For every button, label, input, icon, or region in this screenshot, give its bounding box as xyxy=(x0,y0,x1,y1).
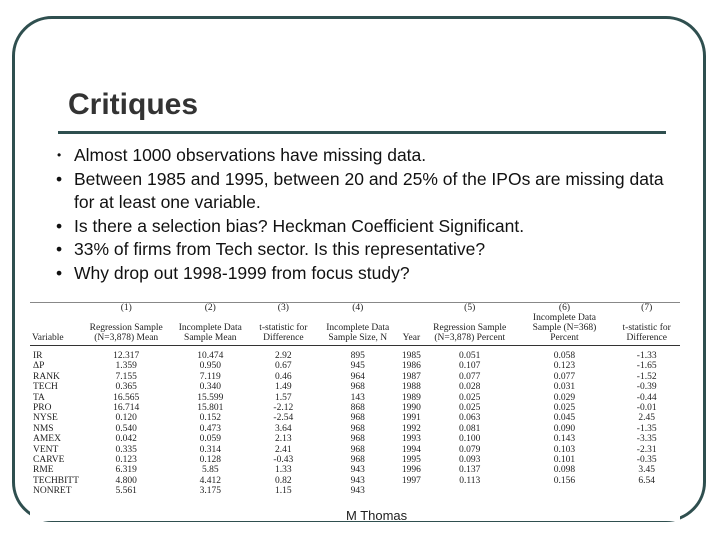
table-cell: 0.058 xyxy=(553,351,576,361)
table-cell: -1.65 xyxy=(636,361,657,372)
table-cell: 1995 xyxy=(401,455,421,466)
table-header-row xyxy=(30,313,680,346)
table-cell: 1.49 xyxy=(275,382,292,393)
column-header: Variable xyxy=(30,313,82,346)
table-cell: 0.67 xyxy=(275,361,292,372)
table-cell: 0.113 xyxy=(459,475,481,486)
bullet-dot-icon: • xyxy=(56,262,63,283)
table-cell: 0.101 xyxy=(553,455,576,466)
table-cell: 945 xyxy=(350,361,365,372)
table-cell: 2.41 xyxy=(275,444,292,455)
table-cell: 0.128 xyxy=(199,455,221,466)
table-cell: 895 xyxy=(350,351,365,361)
table-cell: RANK xyxy=(33,371,60,382)
table-cell: 0.063 xyxy=(459,413,481,424)
table-cell: -0.39 xyxy=(636,382,657,393)
bullet-text: Between 1985 and 1995, between 20 and 25% of the IPOs are missing data for at least one variable. xyxy=(74,168,664,212)
column-header: Regression Sample (N=3,878) Percent xyxy=(424,313,516,346)
table-cell: 0.143 xyxy=(553,434,576,445)
column-number: (5) xyxy=(464,303,476,313)
table-cell: 4.412 xyxy=(199,475,221,486)
bullet-item xyxy=(52,168,672,215)
table-cell: RME xyxy=(33,465,54,476)
table-row xyxy=(30,424,680,434)
table-cell: -0.43 xyxy=(273,455,294,466)
table-cell: 0.077 xyxy=(553,371,576,382)
footer-author: M Thomas xyxy=(346,508,408,523)
table-cell: NMS xyxy=(33,423,54,434)
table-cell: 0.029 xyxy=(553,392,576,403)
table-cell: 7.155 xyxy=(115,371,137,382)
table-row xyxy=(30,455,680,465)
table-cell: 968 xyxy=(350,382,365,393)
table-cell: 1993 xyxy=(401,434,421,445)
table-cell: 0.025 xyxy=(553,403,576,414)
table-row xyxy=(30,445,680,455)
table-cell: 1988 xyxy=(401,382,421,393)
table-cell: 16.565 xyxy=(113,392,140,403)
table-body xyxy=(30,346,680,497)
table-cell: 2.92 xyxy=(275,351,292,361)
table-cell: 0.045 xyxy=(553,413,576,424)
column-number: (4) xyxy=(352,303,364,313)
table-cell: 0.107 xyxy=(459,361,481,372)
table-cell: 1985 xyxy=(401,351,421,361)
table-row xyxy=(30,372,680,382)
table-cell: 1991 xyxy=(401,413,421,424)
column-number: (6) xyxy=(558,303,570,313)
table-cell: 0.365 xyxy=(115,382,137,393)
table-cell: 6.319 xyxy=(115,465,137,476)
table-cell: 0.473 xyxy=(199,423,221,434)
table-cell xyxy=(516,486,614,496)
table-cell: 0.137 xyxy=(459,465,481,476)
table-row xyxy=(30,346,680,362)
table-cell: PRO xyxy=(33,403,52,414)
table-cell: -0.44 xyxy=(636,392,657,403)
table-cell: TA xyxy=(33,392,45,403)
bullet-item xyxy=(52,262,672,286)
bullet-item xyxy=(52,238,672,262)
table-cell: 1987 xyxy=(401,371,421,382)
table-cell: 3.45 xyxy=(638,465,655,476)
table-cell: -2.31 xyxy=(636,444,657,455)
table-cell: -3.35 xyxy=(636,434,657,445)
bullet-text: Why drop out 1998-1999 from focus study? xyxy=(74,262,410,283)
table-cell: AMEX xyxy=(33,434,61,445)
table-cell: 4.800 xyxy=(115,475,137,486)
slide-title: Critiques xyxy=(68,88,199,121)
table-cell: -2.54 xyxy=(273,413,294,424)
table-cell: 1.359 xyxy=(115,361,137,372)
column-header: t-statistic for Difference xyxy=(250,313,317,346)
table-cell: 0.090 xyxy=(553,423,576,434)
table-cell: 1.57 xyxy=(275,392,292,403)
bullet-item xyxy=(52,215,672,239)
comparison-table xyxy=(30,303,680,497)
table-cell: 0.079 xyxy=(459,444,481,455)
table-cell: 1990 xyxy=(401,403,421,414)
table-cell: 0.540 xyxy=(115,423,137,434)
column-header: Incomplete Data Sample Mean xyxy=(171,313,251,346)
table-cell: 943 xyxy=(350,486,365,497)
table-cell: VENT xyxy=(33,444,59,455)
table-cell: 143 xyxy=(350,392,365,403)
bullet-text: Is there a selection bias? Heckman Coefficient Significant. xyxy=(74,215,525,236)
table-cell: 0.028 xyxy=(459,382,481,393)
table-cell: 1986 xyxy=(401,361,421,372)
table-row xyxy=(30,476,680,486)
data-table-image xyxy=(30,302,680,521)
table-cell: 1994 xyxy=(401,444,421,455)
table-cell: 0.950 xyxy=(199,361,221,372)
table-cell: 0.82 xyxy=(275,475,292,486)
table-cell: 0.051 xyxy=(459,351,481,361)
table-cell: 0.025 xyxy=(459,403,481,414)
table-cell: -1.35 xyxy=(636,423,657,434)
bullet-dot-icon: • xyxy=(56,168,63,189)
table-cell: 968 xyxy=(350,444,365,455)
table-cell: 0.031 xyxy=(553,382,576,393)
table-cell: 964 xyxy=(350,371,365,382)
table-cell: 0.042 xyxy=(115,434,137,445)
table-cell: 1996 xyxy=(401,465,421,476)
table-cell: 968 xyxy=(350,413,365,424)
table-cell: 0.46 xyxy=(275,371,292,382)
table-row xyxy=(30,382,680,392)
table-row xyxy=(30,434,680,444)
table-cell xyxy=(424,486,516,496)
table-cell: -0.01 xyxy=(636,403,657,414)
table-cell: 868 xyxy=(350,403,365,414)
column-number: (3) xyxy=(277,303,289,313)
table-cell: 0.100 xyxy=(459,434,481,445)
table-cell: IR xyxy=(33,351,43,361)
table-cell: CARVE xyxy=(33,455,65,466)
column-number: (1) xyxy=(120,303,132,313)
table-cell: 0.123 xyxy=(553,361,576,372)
table-cell: 1992 xyxy=(401,423,421,434)
table-cell: 0.103 xyxy=(553,444,576,455)
table-header-numbers xyxy=(30,303,680,313)
table-cell: 0.059 xyxy=(199,434,221,445)
table-row xyxy=(30,486,680,496)
table-cell: 2.45 xyxy=(638,413,655,424)
table-cell: 12.317 xyxy=(113,351,140,361)
table-cell: NONRET xyxy=(33,486,72,497)
bullet-dot-icon: • xyxy=(57,148,62,162)
column-number: (7) xyxy=(641,303,653,313)
table-cell: 10.474 xyxy=(197,351,224,361)
table-cell: 0.098 xyxy=(553,465,576,476)
table-cell: 5.561 xyxy=(115,486,137,497)
column-number xyxy=(30,303,82,313)
table-cell: 968 xyxy=(350,434,365,445)
table-cell: 943 xyxy=(350,465,365,476)
column-number: (2) xyxy=(204,303,216,313)
table-cell: 3.175 xyxy=(199,486,221,497)
table-cell: ΔP xyxy=(33,361,45,372)
table-cell: 0.123 xyxy=(115,455,137,466)
table-cell: 0.340 xyxy=(199,382,221,393)
table-row xyxy=(30,413,680,423)
table-cell xyxy=(613,486,680,496)
table-cell: 1.15 xyxy=(275,486,292,497)
table-cell: 6.54 xyxy=(638,475,655,486)
table-cell: 5.85 xyxy=(201,465,219,476)
table-cell: -1.33 xyxy=(636,351,657,361)
table-cell: 16.714 xyxy=(113,403,140,414)
table-cell: 0.335 xyxy=(115,444,137,455)
column-header: Incomplete Data Sample Size, N xyxy=(317,313,399,346)
bullet-text: Almost 1000 observations have missing data. xyxy=(74,145,427,165)
table-cell: 2.13 xyxy=(275,434,292,445)
table-row xyxy=(30,393,680,403)
column-number xyxy=(399,303,424,313)
table-cell: NYSE xyxy=(33,413,58,424)
table-cell: 0.025 xyxy=(459,392,481,403)
table-cell: 3.64 xyxy=(275,423,292,434)
table-cell: 15.599 xyxy=(197,392,224,403)
table-cell: 1997 xyxy=(401,475,421,486)
table-row xyxy=(30,465,680,475)
table-cell: 968 xyxy=(350,423,365,434)
table-cell: 0.077 xyxy=(459,371,481,382)
table-cell: 0.081 xyxy=(459,423,481,434)
table-cell: 7.119 xyxy=(199,371,221,382)
table-cell: TECH xyxy=(33,382,58,393)
column-header: Incomplete Data Sample (N=368) Percent xyxy=(516,313,614,346)
bullet-text: 33% of firms from Tech sector. Is this representative? xyxy=(74,239,486,259)
bullet-list xyxy=(52,144,672,285)
table-cell: -1.52 xyxy=(636,371,657,382)
table-cell: 0.120 xyxy=(115,413,137,424)
table-row xyxy=(30,361,680,371)
table-cell: -2.12 xyxy=(273,403,294,414)
column-header: t-statistic for Difference xyxy=(613,313,680,346)
table-cell: 0.314 xyxy=(199,444,221,455)
table-cell: 943 xyxy=(350,475,365,486)
bullet-dot-icon: • xyxy=(56,239,63,259)
table-cell: 15.801 xyxy=(197,403,224,414)
table-cell: -0.35 xyxy=(636,455,657,466)
table-cell: 968 xyxy=(350,455,365,466)
table-cell: TECHBITT xyxy=(33,475,79,486)
title-underline xyxy=(58,131,666,134)
bullet-dot-icon: • xyxy=(56,215,63,236)
table-cell: 0.152 xyxy=(199,413,221,424)
bullet-item xyxy=(52,144,672,168)
table-cell: 0.093 xyxy=(459,455,481,466)
table-row xyxy=(30,403,680,413)
column-header: Regression Sample (N=3,878) Mean xyxy=(82,313,171,346)
column-header: Year xyxy=(399,313,424,346)
table-cell: 0.156 xyxy=(553,475,576,486)
table-cell: 1989 xyxy=(401,392,421,403)
table-cell xyxy=(399,486,424,496)
table-cell: 1.33 xyxy=(275,465,292,476)
